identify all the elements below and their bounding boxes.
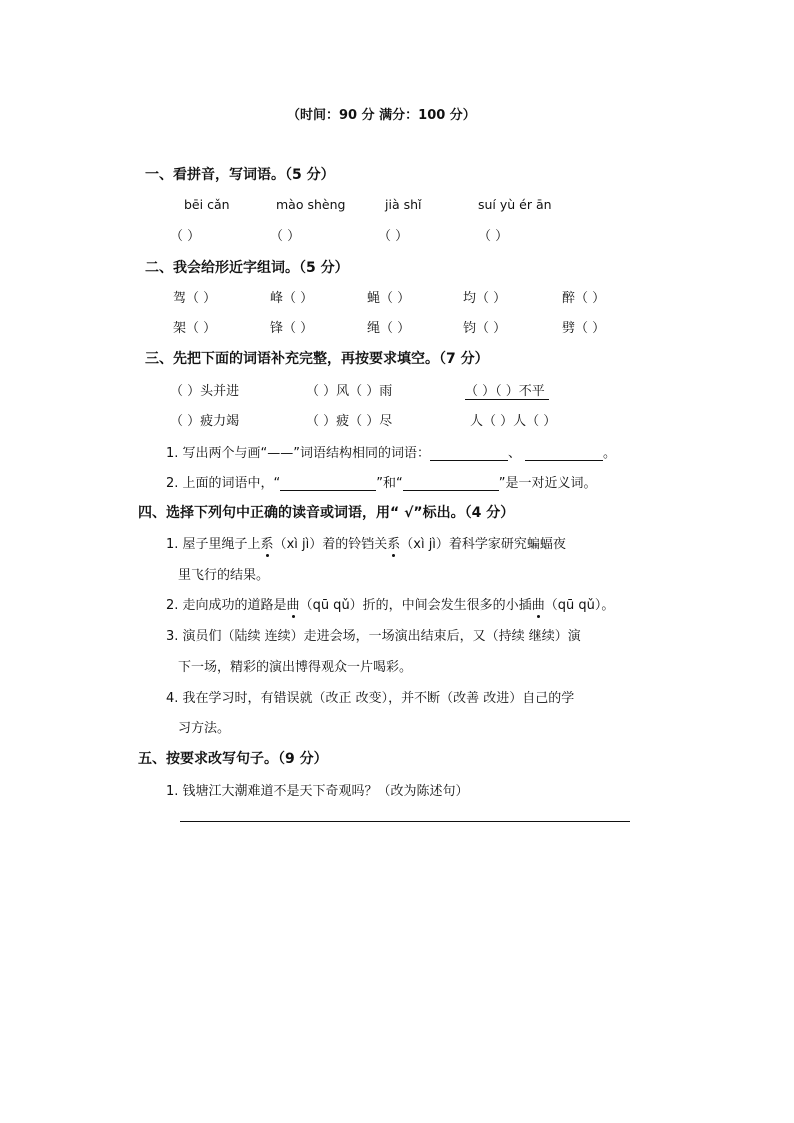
char-item[interactable]: 绳（ ） <box>367 321 411 336</box>
answer-bracket-4[interactable]: （ ） <box>478 229 509 244</box>
q1-prefix: 1. 写出两个与画“——”词语结构相同的词语： <box>166 446 431 461</box>
char-item[interactable]: 架（ ） <box>173 321 217 336</box>
char-item[interactable]: 蝇（ ） <box>367 291 411 306</box>
pinyin-4: suí yù ér ān <box>478 197 552 212</box>
char-item[interactable]: 钧（ ） <box>463 321 507 336</box>
answer-bracket-3[interactable]: （ ） <box>378 229 409 244</box>
section-3-q1 <box>166 442 616 461</box>
q2-mid: ”和“ <box>376 476 403 491</box>
idiom-item[interactable]: （ ）疲（ ）尽 <box>306 414 393 429</box>
char-item[interactable]: 醉（ ） <box>562 291 606 306</box>
idiom-item[interactable]: （ ）风（ ）雨 <box>306 384 393 399</box>
q1-blank-1[interactable] <box>430 447 508 461</box>
section-3-title: 三、先把下面的词语补充完整，再按要求填空。（7 分） <box>145 351 489 367</box>
q1-end: 。 <box>603 446 617 461</box>
q2-text[interactable]: （qū qǔ）。 <box>544 598 615 613</box>
section-5-q1: 1. 钱塘江大潮难道不是天下奇观吗？（改为陈述句） <box>166 784 469 799</box>
answer-bracket-2[interactable]: （ ） <box>270 229 301 244</box>
pinyin-3: jià shǐ <box>385 197 422 212</box>
q1-text[interactable]: （xì jì）着科学家研究蝙蝠夜 <box>400 537 566 552</box>
q1-text: 1. 屋子里绳子上 <box>166 537 261 552</box>
q2-blank-1[interactable] <box>280 477 376 491</box>
section-4-q1-line2: 里飞行的结果。 <box>178 568 270 583</box>
q1-blank-2[interactable] <box>525 447 603 461</box>
idiom-item[interactable]: （ ）疲力竭 <box>170 414 240 429</box>
dotted-char: 系 <box>387 537 401 552</box>
section-1-title: 一、看拼音，写词语。（5 分） <box>145 167 335 183</box>
time-score-header: （时间：90 分 满分：100 分） <box>287 108 476 123</box>
char-item[interactable]: 锋（ ） <box>270 321 314 336</box>
q1-separator: 、 <box>508 446 522 461</box>
dotted-char: 曲 <box>286 598 300 613</box>
q2-blank-2[interactable] <box>403 477 499 491</box>
idiom-item[interactable]: （ ）头并进 <box>170 384 240 399</box>
q2-text[interactable]: （qū qǔ）折的，中间会发生很多的小插 <box>299 598 532 613</box>
q2-prefix: 2. 上面的词语中，“ <box>166 476 281 491</box>
idiom-item[interactable]: 人（ ）人（ ） <box>470 414 557 429</box>
section-4-q3-line2: 下一场，精彩的演出博得观众一片喝彩。 <box>178 660 413 675</box>
dotted-char: 系 <box>260 537 274 552</box>
underlined-idiom-item[interactable]: （ ）（ ）不平 <box>465 380 549 400</box>
section-3-q2 <box>166 472 597 491</box>
section-4-title: 四、选择下列句中正确的读音或词语，用“ √”标出。（4 分） <box>138 505 515 521</box>
section-5-title: 五、按要求改写句子。（9 分） <box>138 751 328 767</box>
pinyin-2: mào shèng <box>276 197 346 212</box>
section-4-q1-line1 <box>166 533 566 552</box>
q2-text: 2. 走向成功的道路是 <box>166 598 287 613</box>
section-4-q2 <box>166 594 614 613</box>
section-4-q3-line1[interactable]: 3. 演员们（陆续 连续）走进会场，一场演出结束后，又（持续 继续）演 <box>166 629 581 644</box>
q1-text[interactable]: （xì jì）着的铃铛关 <box>273 537 388 552</box>
section-2-title: 二、我会给形近字组词。（5 分） <box>145 260 349 276</box>
char-item[interactable]: 均（ ） <box>463 291 507 306</box>
answer-line[interactable] <box>180 821 630 822</box>
char-item[interactable]: 劈（ ） <box>562 321 606 336</box>
q2-end: ”是一对近义词。 <box>498 476 597 491</box>
section-4-q4-line2: 习方法。 <box>178 721 231 736</box>
char-item[interactable]: 驾（ ） <box>173 291 217 306</box>
char-item[interactable]: 峰（ ） <box>270 291 314 306</box>
pinyin-1: bēi cǎn <box>184 197 230 212</box>
dotted-char: 曲 <box>531 598 545 613</box>
section-4-q4-line1[interactable]: 4. 我在学习时，有错误就（改正 改变），并不断（改善 改进）自己的学 <box>166 691 575 706</box>
answer-bracket-1[interactable]: （ ） <box>170 229 201 244</box>
